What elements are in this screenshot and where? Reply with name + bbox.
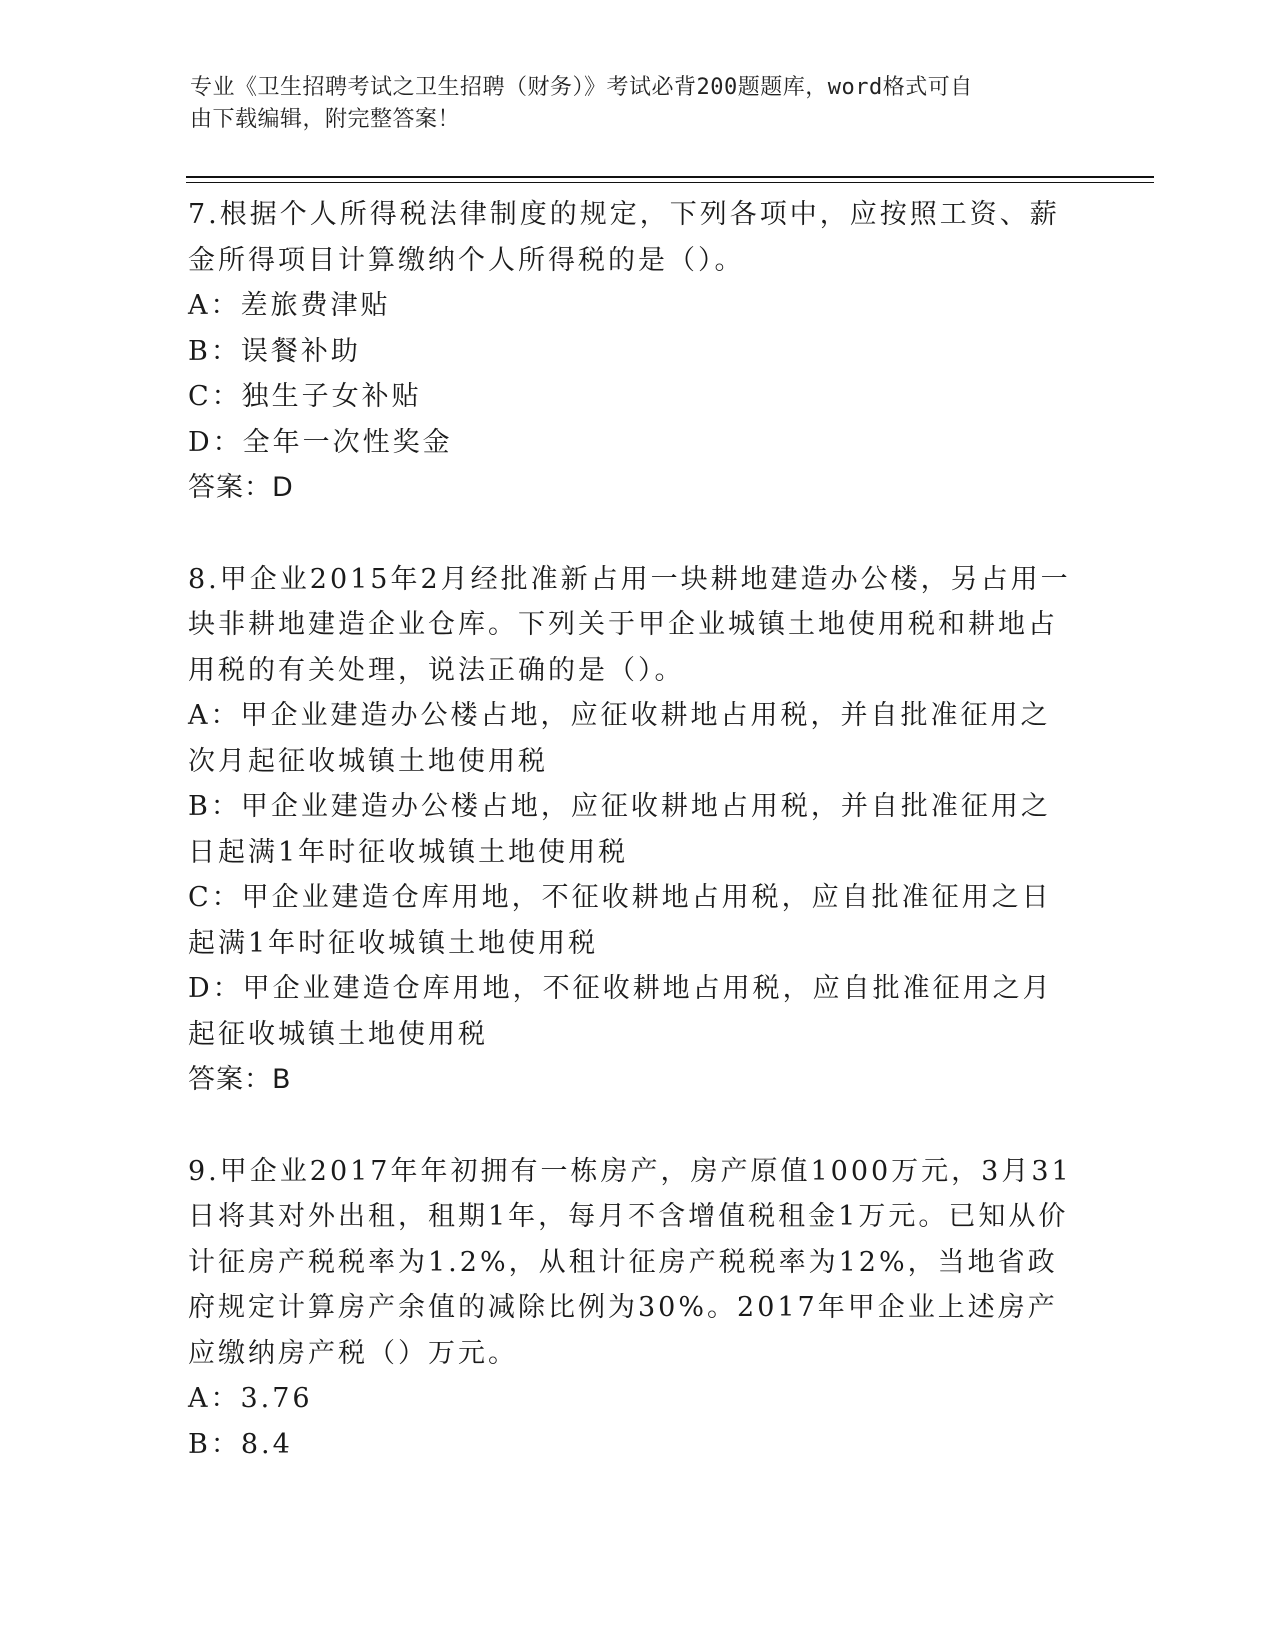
header-divider-thick: [186, 176, 1154, 178]
option-c: C：独生子女补贴: [188, 381, 422, 412]
document-header: [190, 72, 1080, 136]
option-d: D：全年一次性奖金: [188, 426, 453, 458]
question-9: [188, 1149, 1078, 1468]
question-text: 9.甲企业2017年年初拥有一栋房产，房产原值1000万元，3月31日将其对外出租，租期1年，每月不含增值税租金1万元。已知从价计征房产税税率为1.2%，从租计征房产税税率为12%，当地省政府规定计算房产余值的减除比例为30%。2017年甲企业上述房产应缴纳房产税（）万元。: [188, 1155, 1072, 1369]
question-list: [188, 192, 1078, 1467]
question-text: 8.甲企业2015年2月经批准新占用一块耕地建造办公楼，另占用一块非耕地建造企业仓库。下列关于甲企业城镇土地使用税和耕地占用税的有关处理，说法正确的是（）。: [188, 563, 1071, 686]
option-a: A：差旅费津贴: [188, 290, 391, 321]
option-a: A：3.76: [188, 1383, 313, 1414]
question-8: [188, 557, 1078, 1103]
option-c: C：甲企业建造仓库用地，不征收耕地占用税，应自批准征用之日起满1年时征收城镇土地使用税: [188, 882, 1052, 959]
answer-label: 答案：B: [188, 1064, 292, 1095]
question-spacer: [188, 1103, 1078, 1149]
option-b: B：8.4: [188, 1428, 293, 1460]
option-d: D：甲企业建造仓库用地，不征收耕地占用税，应自批准征用之月起征收城镇土地使用税: [188, 973, 1053, 1050]
question-spacer: [188, 511, 1078, 557]
header-line-1: 专业《卫生招聘考试之卫生招聘（财务）》考试必背200题题库，word格式可自: [190, 75, 973, 100]
header-line-2: 由下载编辑，附完整答案！: [190, 107, 461, 132]
question-text: 7.根据个人所得税法律制度的规定，下列各项中，应按照工资、薪金所得项目计算缴纳个人所得税的是（）。: [188, 199, 1060, 276]
header-divider-thin: [186, 182, 1154, 183]
question-7: [188, 192, 1078, 511]
option-b: B：误餐补助: [188, 335, 361, 367]
option-a: A：甲企业建造办公楼占地，应征收耕地占用税，并自批准征用之次月起征收城镇土地使用税: [188, 700, 1051, 777]
option-b: B：甲企业建造办公楼占地，应征收耕地占用税，并自批准征用之日起满1年时征收城镇土地使用税: [188, 791, 1051, 868]
answer-label: 答案：D: [188, 472, 294, 503]
